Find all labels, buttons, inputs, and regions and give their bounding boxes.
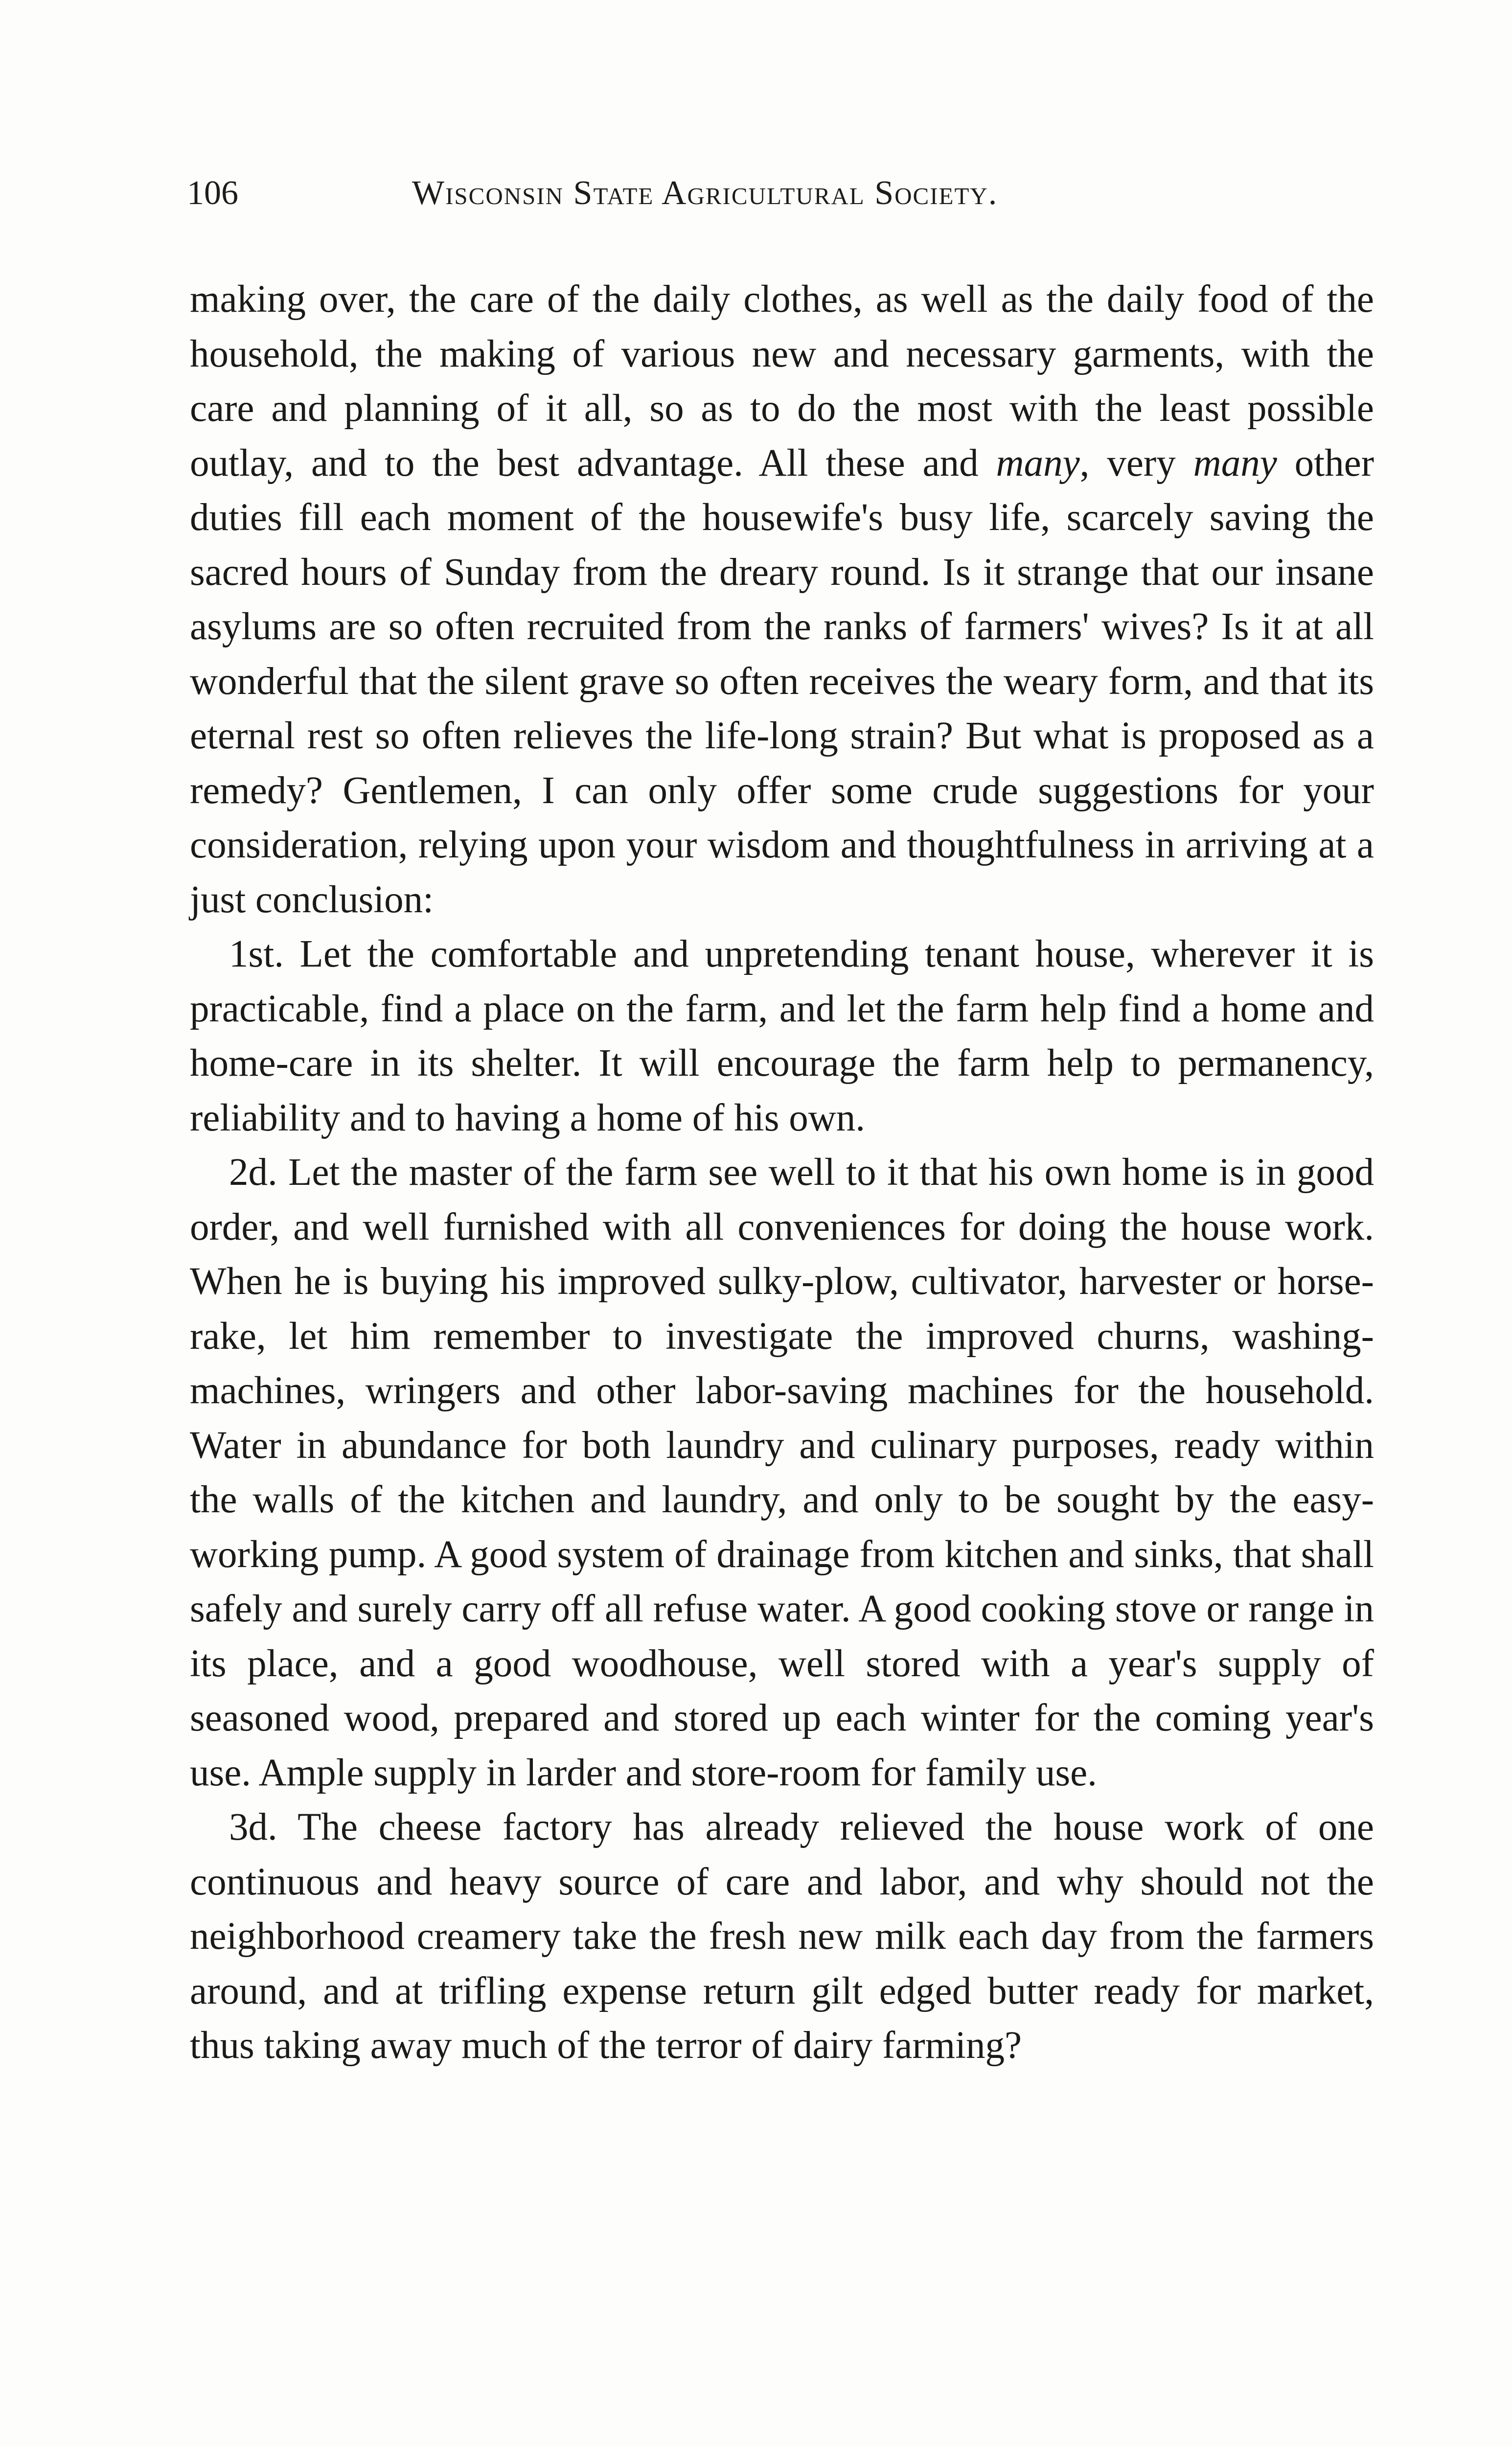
paragraph-text: , very bbox=[1079, 441, 1193, 485]
page-number: 106 bbox=[187, 174, 238, 212]
paragraph-third-suggestion: 3d. The cheese factory has already relieved the house work of one continuous and heavy source of care and labor, and why should not the neighborhood creamery take the fresh new milk each day from the farmers around, and at trifling expense return gilt edged butter ready for market, thus taking away much of the terror of dairy farming? bbox=[190, 1806, 1374, 2067]
paragraph-second-suggestion: 2d. Let the master of the farm see well to it that his own home is in good order, and well furnished with all conveniences for doing the house work. When he is buying his improved sulky-plow, cultivator, harvester or horse-rake, let him remember to investigate the improved churns, washing-machines, wringers and other labor-saving machines for the household. Water in abundance for both laundry and culinary purposes, ready within the walls of the kitchen and laundry, and only to be sought by the easy-working pump. A good system of drainage from kitchen and sinks, that shall safely and surely carry off all refuse water. A good cooking stove or range in its place, and a good woodhouse, well stored with a year's supply of seasoned wood, prepared and stored up each winter for the coming year's use. Ample supply in larder and store-room for family use. bbox=[190, 1151, 1374, 1794]
paragraph-first-suggestion: 1st. Let the comfortable and unpretending tenant house, wherever it is practicable, find a place on the farm, and let the farm help find a home and home-care in its shelter. It will encourage the farm help to permanency, reliability and to having a home of his own. bbox=[190, 933, 1374, 1139]
running-head bbox=[187, 166, 1366, 220]
paragraph-continued bbox=[190, 272, 1374, 927]
italic-emphasis: many bbox=[1193, 441, 1277, 485]
running-title: Wisconsin State Agricultural Society. bbox=[412, 174, 998, 212]
italic-emphasis: many bbox=[996, 441, 1080, 485]
body-text bbox=[190, 272, 1374, 2073]
paragraph-text: making over, the care of the daily clothes, as well as the daily food of the household, the making of various new and necessary garments, with the care and planning of it all, so as to do the most with the least possible outlay, and to the best advantage. All these and bbox=[190, 278, 1374, 485]
paragraph-text: other duties fill each moment of the housewife's busy life, scarcely saving the sacred hours of Sunday from the dreary round. Is it strange that our insane asylums are so often recruited from the ranks of farmers' wives? Is it at all wonderful that the silent grave so often receives the weary form, and that its eternal rest so often relieves the life-long strain? But what is proposed as a remedy? Gentlemen, I can only offer some crude suggestions for your consideration, relying upon your wisdom and thoughtfulness in arriving at a just conclusion: bbox=[190, 441, 1375, 921]
